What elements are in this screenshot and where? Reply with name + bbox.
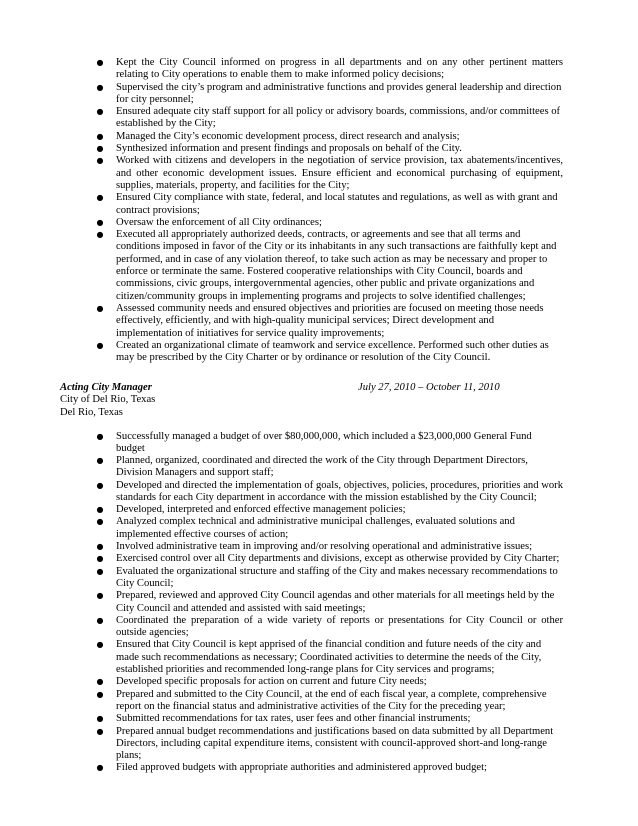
list-item	[96, 192, 563, 217]
bullet-icon: ●	[96, 230, 104, 240]
list-item	[96, 504, 563, 516]
list-item	[96, 725, 563, 763]
bullet-icon: ●	[96, 517, 104, 527]
list-item	[96, 713, 563, 725]
bullet-icon: ●	[96, 689, 104, 699]
bullet-icon: ●	[96, 726, 104, 736]
list-item-text: Synthesized information and present findings and proposals on behalf of the City.	[116, 143, 462, 155]
position-dates: July 27, 2010 – October 11, 2010	[358, 382, 500, 393]
list-item-text: Executed all appropriately authorized deeds, contracts, or agreements and see that all terms and conditions imposed in favor of the City or its inhabitants in any such transactions are faithfully kept and performed, and in case of any violation thereof, to take such action as may be necessary and proper to enforce or terminate the same. Fostered cooperative relationships with City Council, boards and commissions, civic groups, intergovernmental agencies, other public and private organizations and citizen/community groups in implementing programs and projects to solve identified challenges;	[116, 229, 557, 302]
list-item	[96, 106, 563, 131]
bullet-icon: ●	[96, 505, 104, 515]
list-item	[96, 455, 563, 480]
list-item-text: Involved administrative team in improving and/or resolving operational and administrative issues;	[116, 541, 533, 553]
list-item	[96, 676, 563, 688]
list-item	[96, 143, 563, 155]
bullet-icon: ●	[96, 193, 104, 203]
list-item-text: Planned, organized, coordinated and directed the work of the City through Department Directors, Division Managers and support staff;	[116, 455, 528, 479]
position-title: Acting City Manager	[60, 382, 152, 393]
bullet-icon: ●	[96, 107, 104, 117]
list-item-text: Kept the City Council informed on progress in all departments and on any other pertinent matters relating to City operations to enable them to make informed policy decisions;	[116, 57, 563, 81]
list-item	[96, 516, 563, 541]
bullet-icon: ●	[96, 432, 104, 441]
position-header	[60, 382, 580, 419]
employer-location: Del Rio, Texas	[60, 406, 123, 418]
budget-highlight-list	[96, 431, 563, 456]
list-item-text: Prepared annual budget recommendations and justifications based on data submitted by all Department Directors, including capital expenditure items, consistent with council-approved short-and long-range plans;	[116, 725, 554, 762]
list-item	[96, 57, 563, 82]
bullet-icon: ●	[96, 58, 104, 67]
list-item	[96, 590, 563, 615]
duties-list-city-manager	[96, 57, 563, 364]
list-item	[96, 541, 563, 553]
list-item-text: Assessed community needs and ensured objectives and priorities are focused on meeting those needs effectively, efficiently, and with high-quality municipal services; Direct development and implementation of initiatives for service quality improvements;	[116, 302, 544, 339]
list-item	[96, 302, 563, 340]
bullet-icon: ●	[96, 456, 104, 465]
list-item	[96, 639, 563, 676]
list-item	[96, 130, 563, 143]
bullet-icon: ●	[96, 714, 104, 724]
list-item-text: Analyzed complex technical and administrative municipal challenges, evaluated solutions and implemented effective courses of action;	[116, 516, 515, 540]
list-item-text: Prepared, reviewed and approved City Council agendas and other materials for all meetings held by the City Council and attended and assisted with said meetings;	[116, 590, 555, 614]
list-item-text: Coordinated the preparation of a wide variety of reports or presentations for City Council or other outside agencies;	[116, 614, 563, 639]
list-item-text: Ensured City compliance with state, federal, and local statutes and regulations, as well as with grant and contract provisions;	[116, 192, 558, 216]
bullet-icon: ●	[96, 340, 104, 350]
bullet-icon: ●	[96, 566, 104, 576]
bullet-icon: ●	[96, 615, 104, 625]
list-item-text: Successfully managed a budget of over $80,000,000, which included a $23,000,000 General Fund budget	[116, 431, 532, 455]
list-item-text: Ensured adequate city staff support for all policy or advisory boards, commissions, and/or committees of established by the City;	[116, 106, 561, 130]
bullet-icon: ●	[96, 591, 104, 601]
list-item	[96, 479, 563, 505]
list-item	[96, 339, 563, 365]
bullet-icon: ●	[96, 217, 104, 227]
list-item	[96, 553, 563, 565]
list-item-text: Developed, interpreted and enforced effective management policies;	[116, 504, 406, 516]
list-item-text: Oversaw the enforcement of all City ordinances;	[116, 216, 322, 228]
list-item-text: Filed approved budgets with appropriate authorities and administered approved budget;	[116, 762, 487, 774]
bullet-icon: ●	[96, 677, 104, 687]
list-item-text: Ensured that City Council is kept apprised of the financial condition and future needs of the city and made such recommendations as necessary; Coordinated activities to determine the needs of the City, established priorities and recommended long-range plans for City services and programs;	[116, 639, 542, 676]
bullet-icon: ●	[96, 554, 104, 564]
employer-name: City of Del Rio, Texas	[60, 394, 156, 406]
bullet-icon: ●	[96, 542, 104, 552]
bullet-icon: ●	[96, 156, 104, 166]
list-item	[96, 155, 563, 192]
list-item-text: Managed the City’s economic development process, direct research and analysis;	[116, 130, 460, 142]
list-item-text: Developed specific proposals for action on current and future City needs;	[116, 676, 427, 688]
list-item	[96, 431, 563, 456]
list-item	[96, 688, 563, 714]
bullet-icon: ●	[96, 640, 104, 650]
list-item	[96, 762, 563, 774]
list-item-text: Exercised control over all City departments and divisions, except as otherwise provided by City Charter;	[116, 553, 560, 565]
list-item-text: Prepared and submitted to the City Council, at the end of each fiscal year, a complete, comprehensive report on the financial status and administrative activities of the City for the preceding year;	[116, 688, 547, 712]
list-item-text: Submitted recommendations for tax rates, user fees and other financial instruments;	[116, 713, 471, 725]
bullet-icon: ●	[96, 144, 104, 154]
list-item	[96, 565, 563, 591]
bullet-icon: ●	[96, 763, 104, 773]
list-item-text: Created an organizational climate of teamwork and service excellence. Performed such other duties as may be prescribed by the City Charter or by ordinance or resolution of the City Council.	[116, 339, 549, 364]
list-item	[96, 81, 563, 107]
list-item-text: Supervised the city’s program and administrative functions and provides general leadership and direction for city personnel;	[116, 81, 562, 105]
bullet-icon: ●	[96, 131, 104, 141]
list-item-text: Evaluated the organizational structure and staffing of the City and makes necessary recommendations to City Council;	[116, 565, 558, 589]
list-item-text: Developed and directed the implementation of goals, objectives, policies, procedures, priorities and work standards for each City department in accordance with the mission established by the City Council;	[116, 479, 563, 503]
duties-list-acting-city-manager	[96, 455, 563, 775]
list-item	[96, 216, 563, 229]
bullet-icon: ●	[96, 82, 104, 92]
bullet-icon: ●	[96, 480, 104, 490]
list-item	[96, 229, 563, 303]
list-item-text: Worked with citizens and developers in the negotiation of service provision, tax abatements/incentives, and other economic development issues. Ensure efficient and economical purchasing of equipment, supplies, materials, property, and facilities for the City;	[116, 155, 563, 191]
list-item	[96, 614, 563, 640]
bullet-icon: ●	[96, 303, 104, 313]
